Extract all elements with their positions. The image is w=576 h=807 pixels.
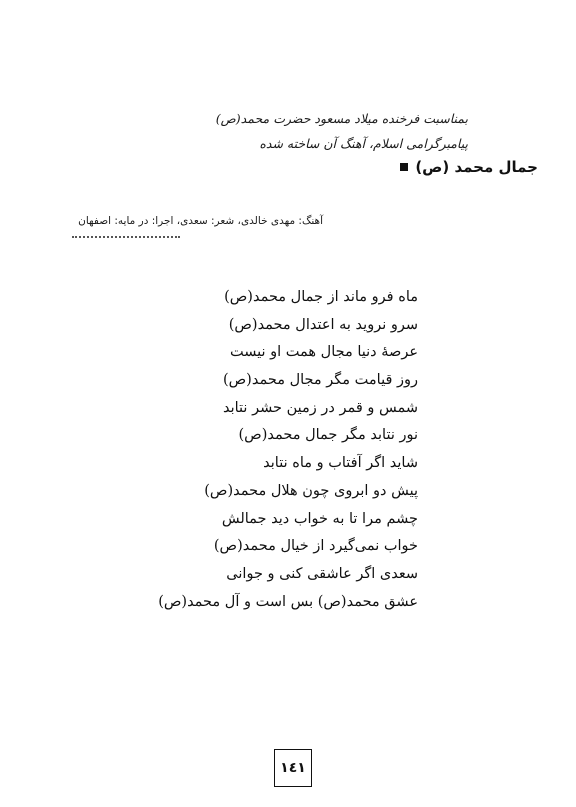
poem-title-text: جمال محمد (ص) [415,158,538,176]
poem-line: عشق محمد(ص) بس است و آل محمد(ص) [158,593,418,610]
poem-title [400,158,538,176]
square-bullet-icon [400,163,408,171]
poem-lines [118,284,418,616]
dedication-line-1: بمناسبت فرخنده میلاد مسعود حضرت محمد(ص) [215,111,468,126]
poem-line: خواب نمی‌گیرد از خیال محمد(ص) [213,538,418,555]
poem-line: عرصهٔ دنیا مجال همت او نیست [229,344,418,361]
page-number: ١٤١ [274,749,312,787]
poem-line: سرو نروید به اعتدال محمد(ص) [228,316,418,333]
poem-line: نور نتابد مگر جمال محمد(ص) [238,427,418,444]
poem-line: شاید اگر آفتاب و ماه نتابد [263,455,418,472]
dotted-separator [72,236,180,238]
dedication-line-2: پیامبرگرامی اسلام، آهنگ آن ساخته شده [259,136,468,151]
poem-line: شمس و قمر در زمین حشر نتابد [222,399,418,416]
poem-line: ماه فرو ماند از جمال محمد(ص) [224,289,418,305]
song-credits: آهنگ: مهدی خالدی، شعر: سعدی، اجرا: در مایه: اصفهان [78,215,323,227]
dedication-note [68,106,468,156]
poem-line: سعدی اگر عاشقی کنی و جوانی [226,565,418,582]
poem-line: پیش دو ابروی چون هلال محمد(ص) [204,482,418,499]
poem-line: چشم مرا تا به خواب دید جمالش [221,510,418,527]
poem-line: روز قیامت مگر مجال محمد(ص) [223,372,418,389]
